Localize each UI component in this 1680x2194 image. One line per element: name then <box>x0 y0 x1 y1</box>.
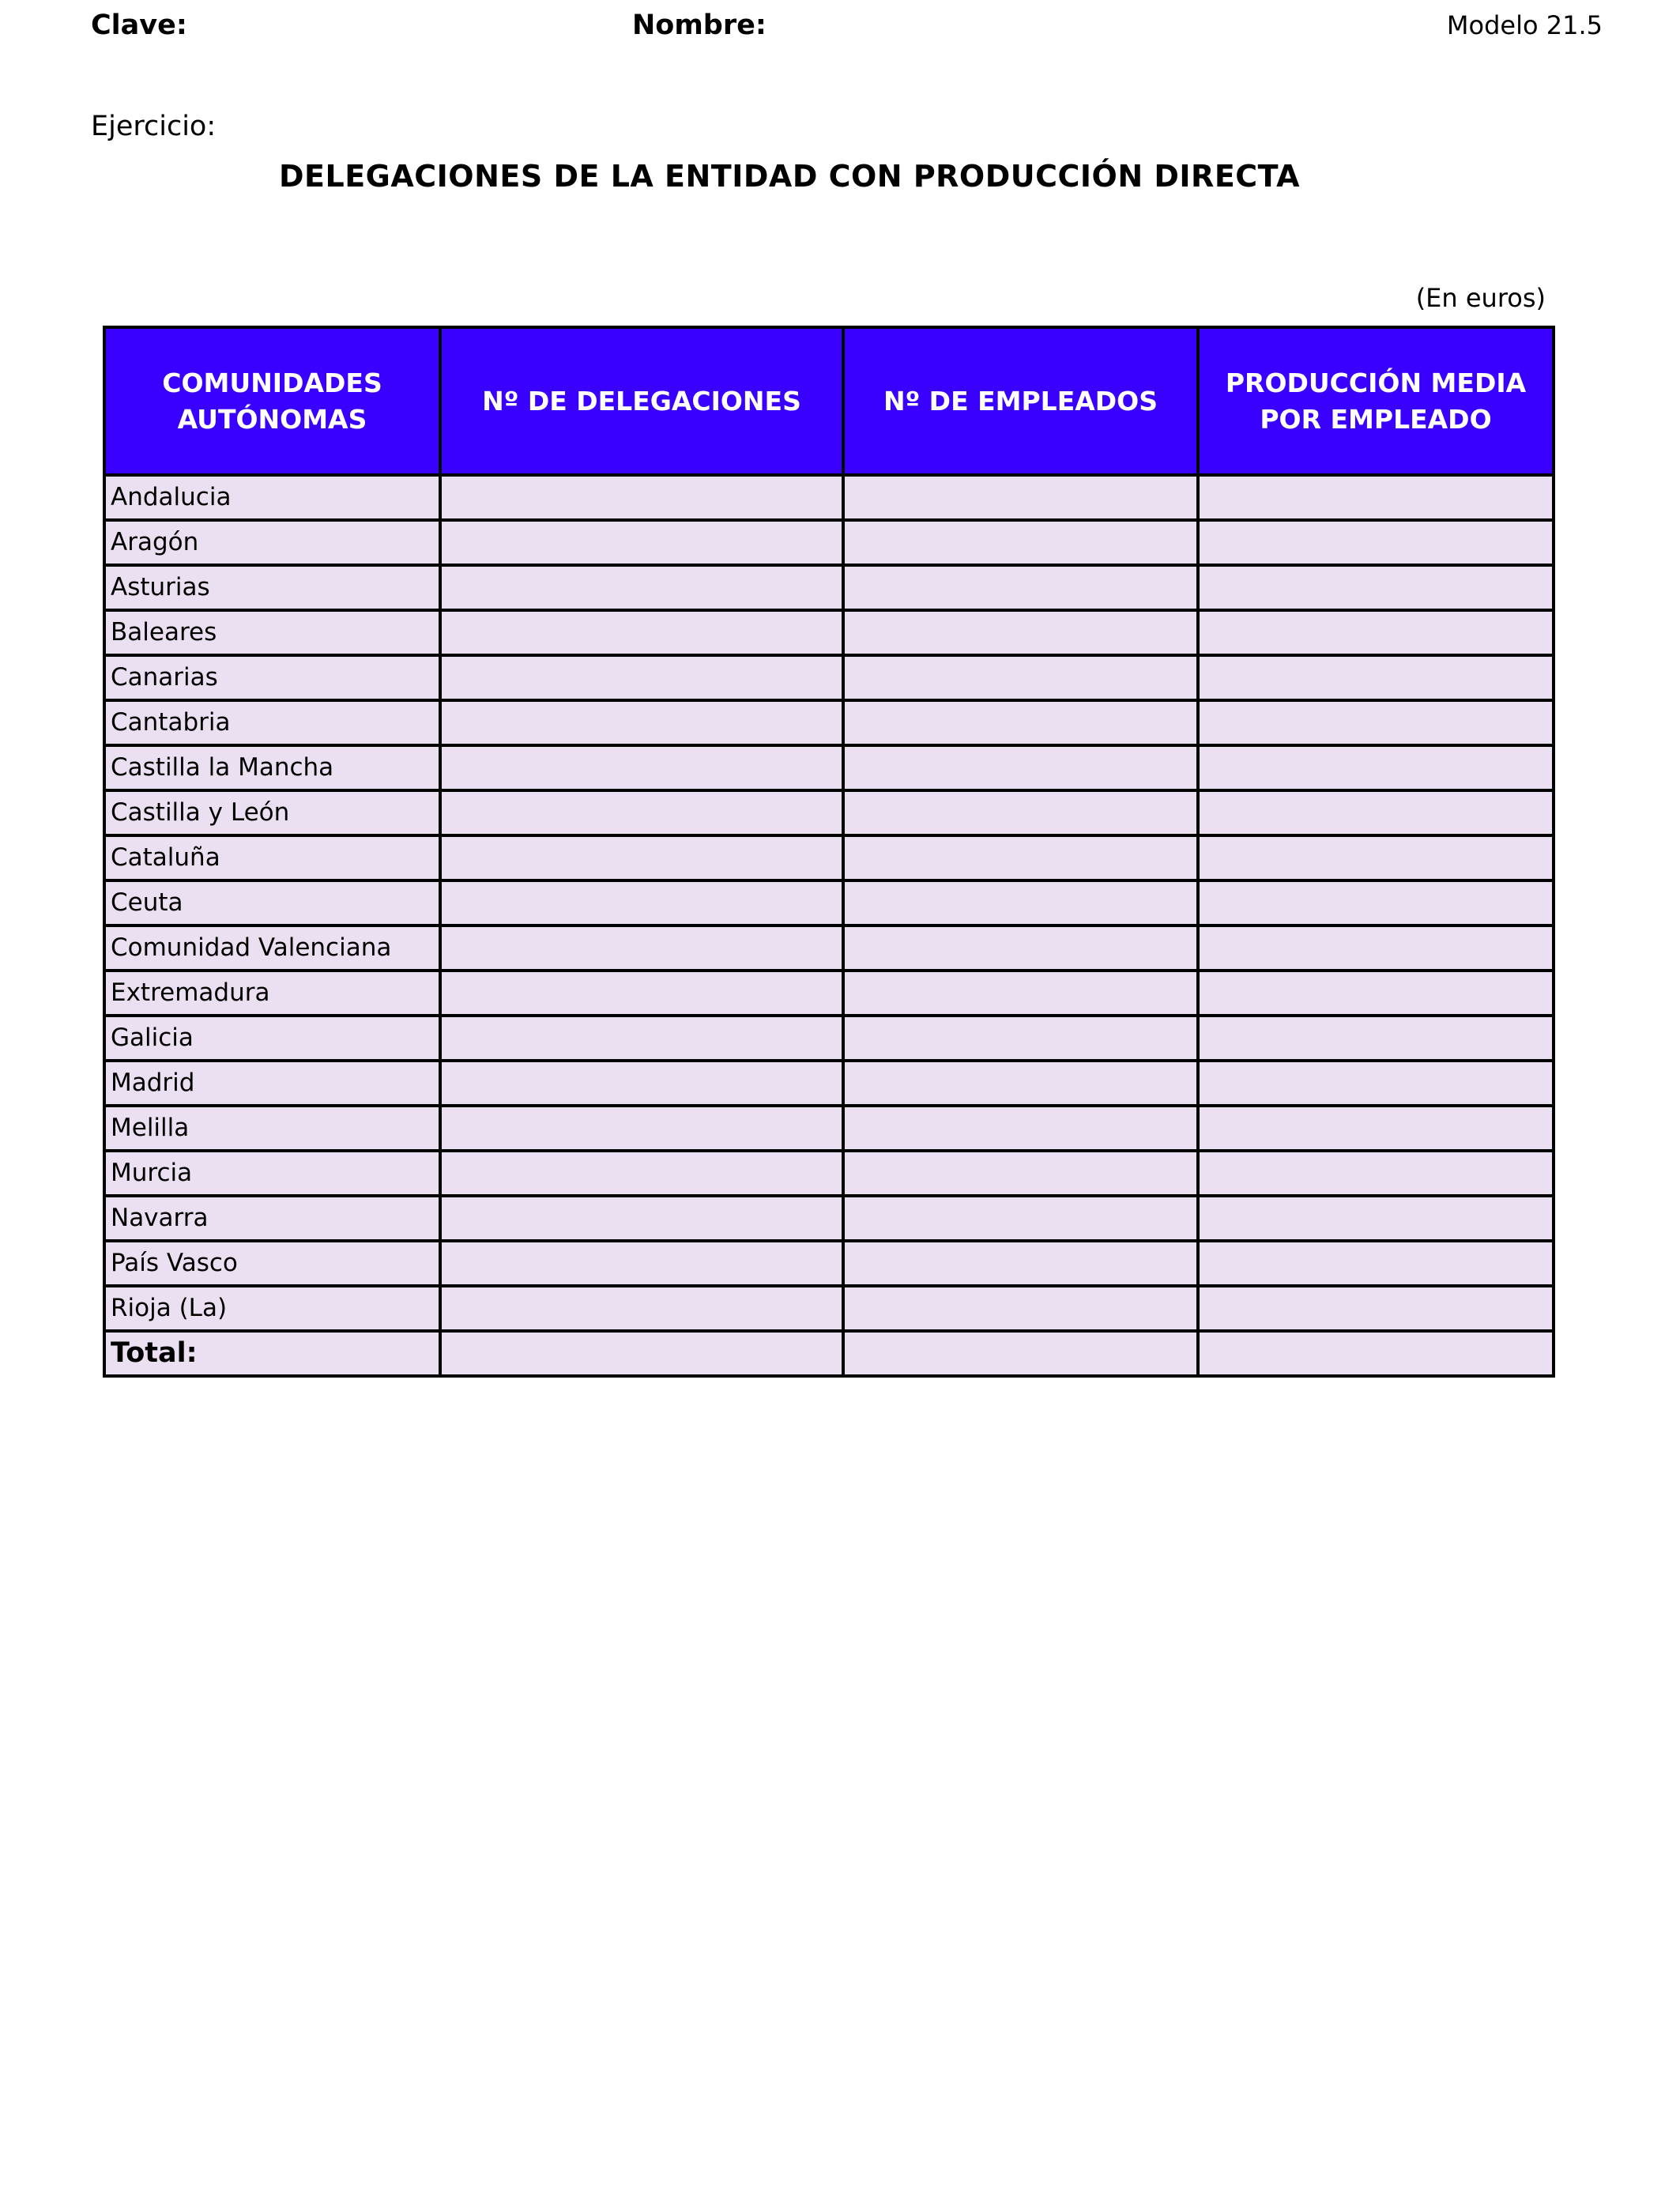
delegaciones-cell[interactable] <box>440 520 843 565</box>
table-row <box>104 1151 1554 1196</box>
delegaciones-cell[interactable] <box>440 835 843 880</box>
produccion-cell[interactable] <box>1198 971 1554 1016</box>
comunidad-name: Asturias <box>104 565 440 610</box>
produccion-cell[interactable] <box>1198 1331 1554 1376</box>
comunidad-name: Canarias <box>104 655 440 700</box>
total-row <box>104 1331 1554 1376</box>
produccion-cell[interactable] <box>1198 610 1554 655</box>
produccion-cell[interactable] <box>1198 655 1554 700</box>
ejercicio-label: Ejercicio: <box>91 111 217 142</box>
empleados-cell[interactable] <box>843 610 1198 655</box>
empleados-cell[interactable] <box>843 1241 1198 1286</box>
produccion-cell[interactable] <box>1198 1106 1554 1151</box>
table-row <box>104 1241 1554 1286</box>
empleados-cell[interactable] <box>843 745 1198 790</box>
comunidad-name: Murcia <box>104 1151 440 1196</box>
column-header-label: PRODUCCIÓN MEDIA POR EMPLEADO <box>1225 367 1527 435</box>
produccion-cell[interactable] <box>1198 700 1554 745</box>
comunidad-name: Rioja (La) <box>104 1286 440 1331</box>
empleados-cell[interactable] <box>843 1151 1198 1196</box>
delegaciones-cell[interactable] <box>440 565 843 610</box>
comunidad-name: Baleares <box>104 610 440 655</box>
produccion-cell[interactable] <box>1198 1061 1554 1106</box>
empleados-cell[interactable] <box>843 971 1198 1016</box>
table-row <box>104 790 1554 835</box>
comunidad-name: Castilla y León <box>104 790 440 835</box>
empleados-cell[interactable] <box>843 1331 1198 1376</box>
produccion-cell[interactable] <box>1198 1196 1554 1241</box>
empleados-cell[interactable] <box>843 655 1198 700</box>
delegaciones-cell[interactable] <box>440 1151 843 1196</box>
delegaciones-cell[interactable] <box>440 745 843 790</box>
comunidad-name: Andalucia <box>104 475 440 520</box>
delegaciones-cell[interactable] <box>440 880 843 925</box>
empleados-cell[interactable] <box>843 835 1198 880</box>
delegaciones-cell[interactable] <box>440 1061 843 1106</box>
produccion-cell[interactable] <box>1198 565 1554 610</box>
delegaciones-cell[interactable] <box>440 971 843 1016</box>
page-title: DELEGACIONES DE LA ENTIDAD CON PRODUCCIÓN DIRECTA <box>279 159 1301 194</box>
delegaciones-cell[interactable] <box>440 475 843 520</box>
delegaciones-cell[interactable] <box>440 655 843 700</box>
table-row <box>104 475 1554 520</box>
column-header-label: COMUNIDADES AUTÓNOMAS <box>162 367 382 435</box>
delegaciones-cell[interactable] <box>440 1016 843 1061</box>
comunidad-name: Ceuta <box>104 880 440 925</box>
comunidad-name: Galicia <box>104 1016 440 1061</box>
delegaciones-table <box>103 326 1555 1378</box>
empleados-cell[interactable] <box>843 1061 1198 1106</box>
produccion-cell[interactable] <box>1198 520 1554 565</box>
comunidad-name: Melilla <box>104 1106 440 1151</box>
delegaciones-cell[interactable] <box>440 925 843 971</box>
produccion-cell[interactable] <box>1198 475 1554 520</box>
produccion-cell[interactable] <box>1198 835 1554 880</box>
table-row <box>104 700 1554 745</box>
delegaciones-cell[interactable] <box>440 1286 843 1331</box>
comunidad-name: Aragón <box>104 520 440 565</box>
produccion-cell[interactable] <box>1198 925 1554 971</box>
empleados-cell[interactable] <box>843 520 1198 565</box>
table-row <box>104 971 1554 1016</box>
column-header-empleados: Nº DE EMPLEADOS <box>843 327 1198 475</box>
table-row <box>104 655 1554 700</box>
empleados-cell[interactable] <box>843 925 1198 971</box>
delegaciones-cell[interactable] <box>440 1241 843 1286</box>
table-row <box>104 520 1554 565</box>
empleados-cell[interactable] <box>843 1286 1198 1331</box>
table-body <box>104 475 1554 1376</box>
empleados-cell[interactable] <box>843 475 1198 520</box>
delegaciones-cell[interactable] <box>440 610 843 655</box>
table-row <box>104 565 1554 610</box>
empleados-cell[interactable] <box>843 1196 1198 1241</box>
produccion-cell[interactable] <box>1198 880 1554 925</box>
delegaciones-cell[interactable] <box>440 1331 843 1376</box>
table-row <box>104 1286 1554 1331</box>
comunidad-name: Madrid <box>104 1061 440 1106</box>
empleados-cell[interactable] <box>843 1016 1198 1061</box>
comunidad-name: Cataluña <box>104 835 440 880</box>
column-header-comunidades <box>104 327 440 475</box>
delegaciones-cell[interactable] <box>440 700 843 745</box>
units-note: (En euros) <box>1415 283 1546 313</box>
table-row <box>104 745 1554 790</box>
produccion-cell[interactable] <box>1198 1241 1554 1286</box>
empleados-cell[interactable] <box>843 700 1198 745</box>
produccion-cell[interactable] <box>1198 745 1554 790</box>
table-row <box>104 1016 1554 1061</box>
comunidad-name: Extremadura <box>104 971 440 1016</box>
table-header-row <box>104 327 1554 475</box>
table-row <box>104 1196 1554 1241</box>
table-row <box>104 1106 1554 1151</box>
table-row <box>104 610 1554 655</box>
comunidad-name: País Vasco <box>104 1241 440 1286</box>
table-row <box>104 1061 1554 1106</box>
produccion-cell[interactable] <box>1198 1286 1554 1331</box>
table-row <box>104 880 1554 925</box>
comunidad-name: Castilla la Mancha <box>104 745 440 790</box>
delegaciones-cell[interactable] <box>440 1106 843 1151</box>
modelo-label: Modelo 21.5 <box>1446 10 1603 40</box>
empleados-cell[interactable] <box>843 1106 1198 1151</box>
produccion-cell[interactable] <box>1198 1016 1554 1061</box>
delegaciones-cell[interactable] <box>440 1196 843 1241</box>
comunidad-name: Navarra <box>104 1196 440 1241</box>
produccion-cell[interactable] <box>1198 790 1554 835</box>
total-label: Total: <box>104 1331 440 1376</box>
table-row <box>104 835 1554 880</box>
clave-label: Clave: <box>91 9 187 41</box>
nombre-label: Nombre: <box>632 9 767 41</box>
empleados-cell[interactable] <box>843 565 1198 610</box>
table-row <box>104 925 1554 971</box>
produccion-cell[interactable] <box>1198 1151 1554 1196</box>
delegaciones-cell[interactable] <box>440 790 843 835</box>
empleados-cell[interactable] <box>843 790 1198 835</box>
comunidad-name: Comunidad Valenciana <box>104 925 440 971</box>
comunidad-name: Cantabria <box>104 700 440 745</box>
column-header-produccion <box>1198 327 1554 475</box>
column-header-delegaciones: Nº DE DELEGACIONES <box>440 327 843 475</box>
empleados-cell[interactable] <box>843 880 1198 925</box>
